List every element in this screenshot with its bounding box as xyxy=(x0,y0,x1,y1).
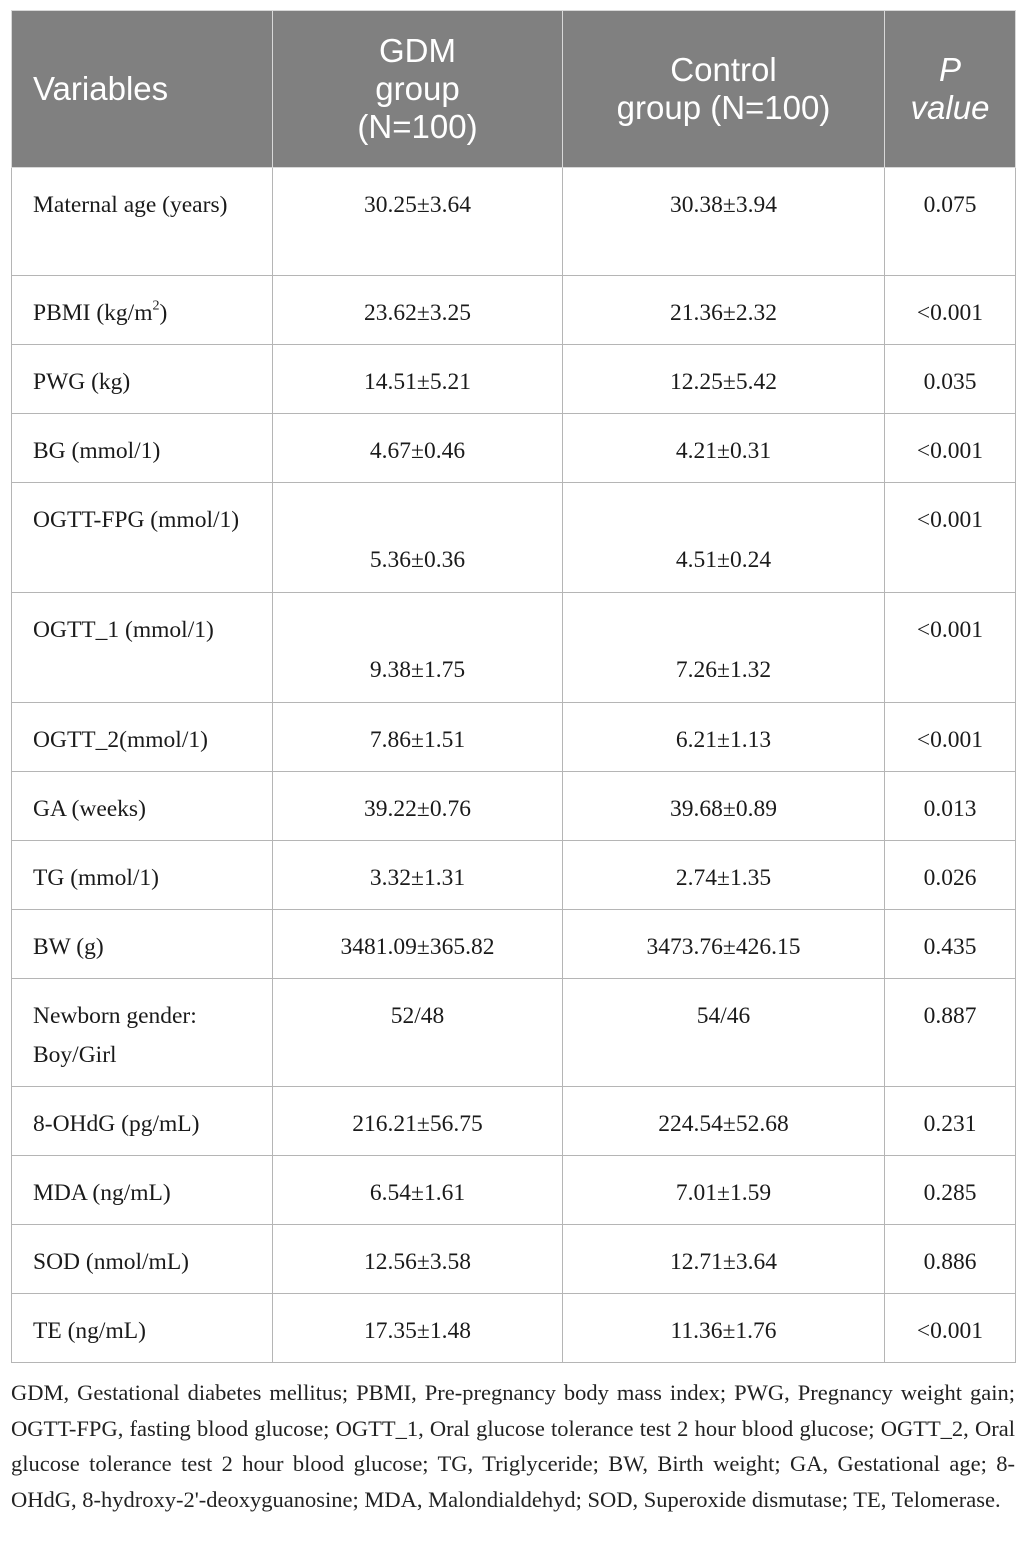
cell-gdm: 14.51±5.21 xyxy=(273,345,563,414)
header-control-line1: Control xyxy=(670,51,777,88)
cell-variable: GA (weeks) xyxy=(12,772,273,841)
table-row xyxy=(12,1087,1016,1156)
cell-variable: OGTT_2(mmol/1) xyxy=(12,703,273,772)
cell-gdm: 23.62±3.25 xyxy=(273,276,563,345)
cell-gdm: 6.54±1.61 xyxy=(273,1156,563,1225)
cell-variable: 8-OHdG (pg/mL) xyxy=(12,1087,273,1156)
cell-variable: SOD (nmol/mL) xyxy=(12,1225,273,1294)
cell-variable: OGTT-FPG (mmol/1) xyxy=(12,483,273,593)
header-gdm-line3: (N=100) xyxy=(357,108,478,145)
table-row xyxy=(12,910,1016,979)
header-p-line1: P xyxy=(938,51,961,88)
cell-control: 54/46 xyxy=(563,979,885,1087)
table-row xyxy=(12,772,1016,841)
cell-control: 7.26±1.32 xyxy=(563,593,885,703)
cell-gdm: 52/48 xyxy=(273,979,563,1087)
cell-p-value: 0.285 xyxy=(885,1156,1016,1225)
cell-p-value: 0.887 xyxy=(885,979,1016,1087)
cell-control: 4.21±0.31 xyxy=(563,414,885,483)
header-control-group xyxy=(563,11,885,168)
cell-control: 39.68±0.89 xyxy=(563,772,885,841)
cell-p-value: 0.035 xyxy=(885,345,1016,414)
cell-gdm: 3481.09±365.82 xyxy=(273,910,563,979)
table-row xyxy=(12,168,1016,276)
cell-p-value: <0.001 xyxy=(885,483,1016,593)
cell-gdm: 9.38±1.75 xyxy=(273,593,563,703)
cell-gdm: 17.35±1.48 xyxy=(273,1294,563,1363)
table-row xyxy=(12,414,1016,483)
cell-control: 2.74±1.35 xyxy=(563,841,885,910)
table-row xyxy=(12,1225,1016,1294)
cell-gdm: 5.36±0.36 xyxy=(273,483,563,593)
cell-p-value: <0.001 xyxy=(885,1294,1016,1363)
cell-p-value: 0.231 xyxy=(885,1087,1016,1156)
header-p-line2: value xyxy=(910,89,990,126)
cell-gdm: 4.67±0.46 xyxy=(273,414,563,483)
header-row xyxy=(12,11,1016,168)
header-gdm-line2: group xyxy=(375,70,460,107)
table-row xyxy=(12,345,1016,414)
cell-variable: Newborn gender: Boy/Girl xyxy=(12,979,273,1087)
table-row xyxy=(12,979,1016,1087)
cell-p-value: <0.001 xyxy=(885,703,1016,772)
cell-control: 11.36±1.76 xyxy=(563,1294,885,1363)
cell-p-value: 0.013 xyxy=(885,772,1016,841)
table-row xyxy=(12,276,1016,345)
cell-p-value: <0.001 xyxy=(885,276,1016,345)
cell-gdm: 216.21±56.75 xyxy=(273,1087,563,1156)
cell-gdm: 7.86±1.51 xyxy=(273,703,563,772)
cell-variable: BW (g) xyxy=(12,910,273,979)
cell-p-value: <0.001 xyxy=(885,593,1016,703)
table-row xyxy=(12,841,1016,910)
cell-control: 30.38±3.94 xyxy=(563,168,885,276)
header-gdm-group xyxy=(273,11,563,168)
cell-variable-superscript: 2 xyxy=(152,297,160,314)
cell-variable: TE (ng/mL) xyxy=(12,1294,273,1363)
cell-gdm: 12.56±3.58 xyxy=(273,1225,563,1294)
cell-p-value: <0.001 xyxy=(885,414,1016,483)
cell-variable: MDA (ng/mL) xyxy=(12,1156,273,1225)
table-row xyxy=(12,1156,1016,1225)
header-gdm-line1: GDM xyxy=(379,32,456,69)
cell-variable: Maternal age (years) xyxy=(12,168,273,276)
cell-p-value: 0.886 xyxy=(885,1225,1016,1294)
cell-variable: TG (mmol/1) xyxy=(12,841,273,910)
cell-p-value: 0.075 xyxy=(885,168,1016,276)
header-variables-label: Variables xyxy=(33,70,169,107)
cell-control: 12.71±3.64 xyxy=(563,1225,885,1294)
cell-variable: BG (mmol/1) xyxy=(12,414,273,483)
cell-control: 21.36±2.32 xyxy=(563,276,885,345)
cell-control: 224.54±52.68 xyxy=(563,1087,885,1156)
cell-variable xyxy=(12,276,273,345)
table-row xyxy=(12,1294,1016,1363)
cell-gdm: 3.32±1.31 xyxy=(273,841,563,910)
cell-variable: OGTT_1 (mmol/1) xyxy=(12,593,273,703)
cell-control: 12.25±5.42 xyxy=(563,345,885,414)
cell-p-value: 0.026 xyxy=(885,841,1016,910)
table-row xyxy=(12,593,1016,703)
header-control-line2: group (N=100) xyxy=(616,89,831,126)
cell-control: 3473.76±426.15 xyxy=(563,910,885,979)
table-footnote: GDM, Gestational diabetes mellitus; PBMI, Pre-pregnancy body mass index; PWG, Pregnancy weight gain; OGTT-FPG, fasting blood glucose; OGTT_1, Oral glucose tolerance test 2 hour blood glucose; OGTT_2, Oral glucose tolerance test 2 hour blood glucose; TG, Triglyceride; BW, Birth weight; GA, Gestational age; 8-OHdG, 8-hydroxy-2'-deoxyguanosine; MDA, Malondialdehyd; SOD, Superoxide dismutase; TE, Telomerase. xyxy=(11,1380,1015,1512)
cell-variable: PWG (kg) xyxy=(12,345,273,414)
header-variables xyxy=(12,11,273,168)
cell-p-value: 0.435 xyxy=(885,910,1016,979)
cell-gdm: 30.25±3.64 xyxy=(273,168,563,276)
table-row xyxy=(12,703,1016,772)
data-table xyxy=(11,10,1016,1363)
cell-control: 6.21±1.13 xyxy=(563,703,885,772)
header-p-value xyxy=(885,11,1016,168)
cell-gdm: 39.22±0.76 xyxy=(273,772,563,841)
cell-variable-text: PBMI (kg/m xyxy=(33,300,153,326)
table-row xyxy=(12,483,1016,593)
table-container xyxy=(11,10,1015,1363)
cell-control: 7.01±1.59 xyxy=(563,1156,885,1225)
cell-control: 4.51±0.24 xyxy=(563,483,885,593)
cell-variable-suffix: ) xyxy=(159,300,168,326)
